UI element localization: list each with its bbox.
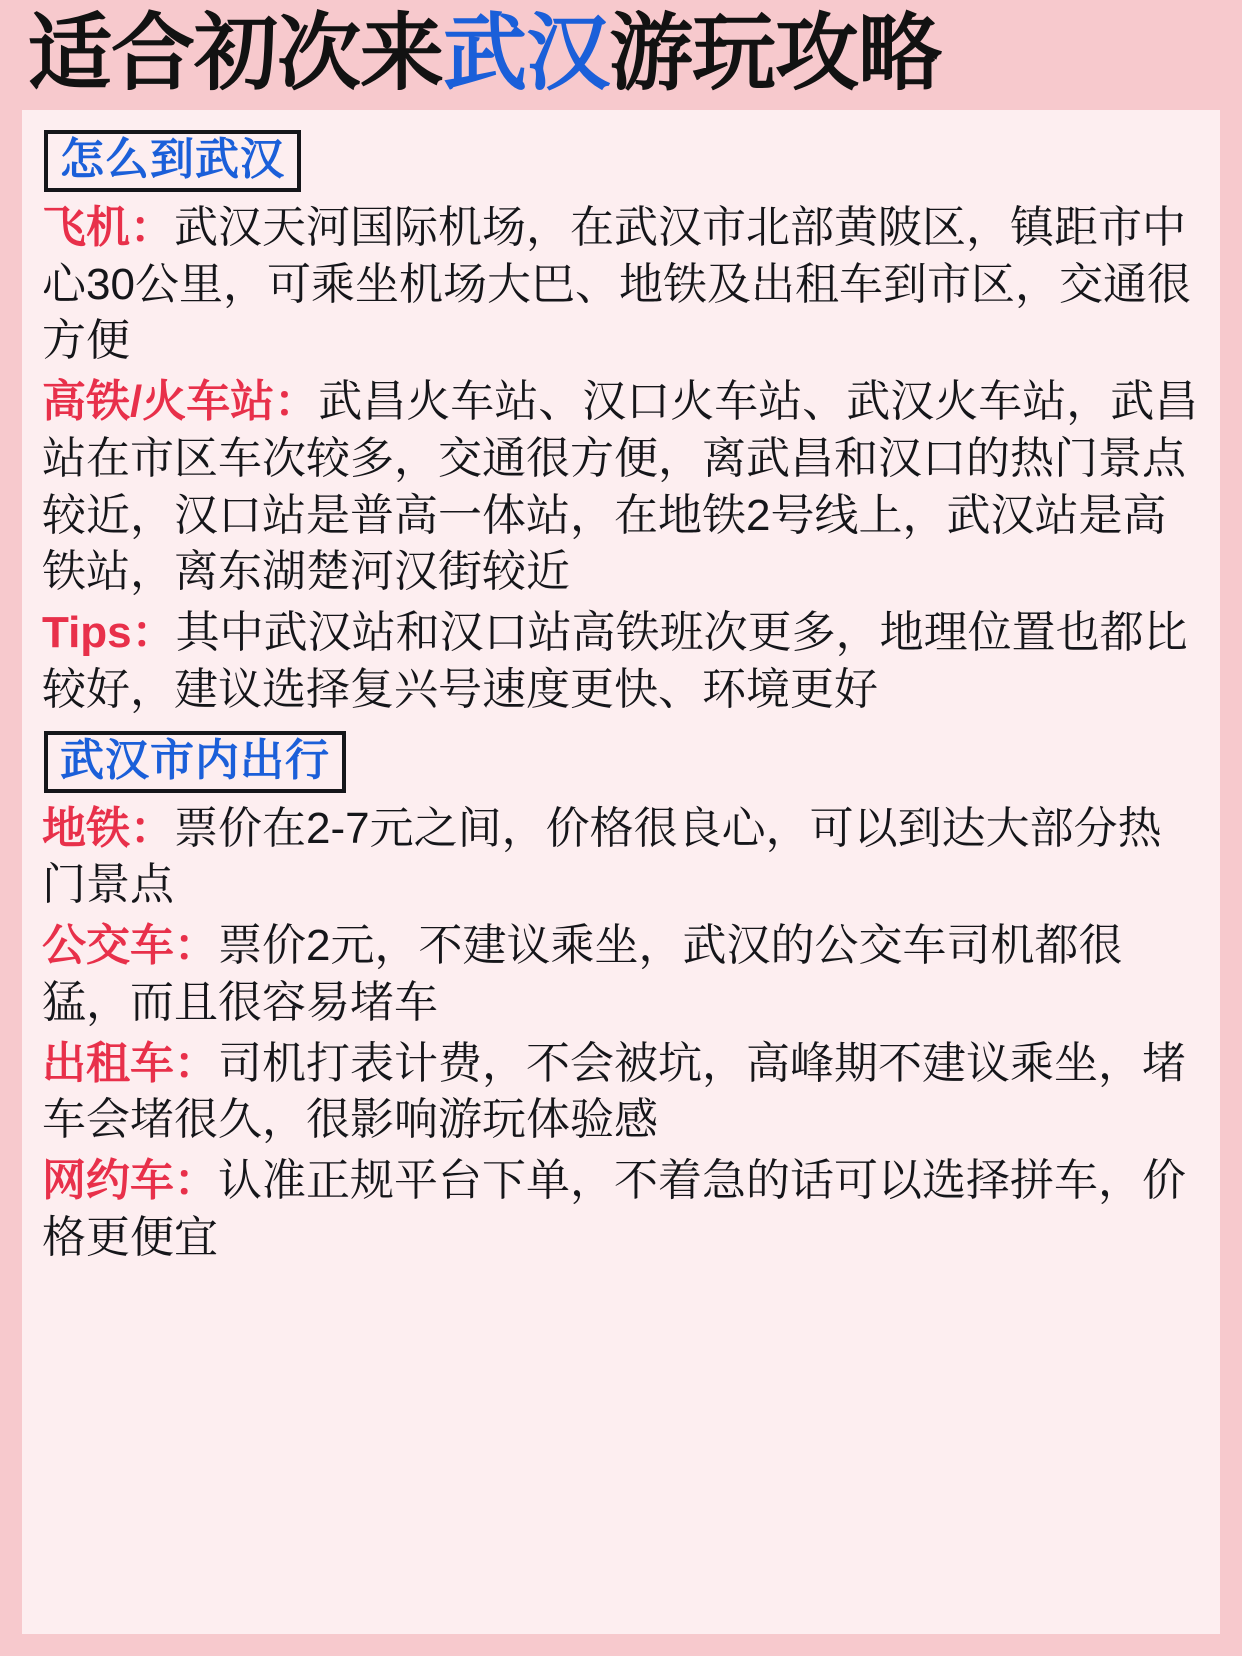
title-text-before: 适合初次来 [28,6,444,100]
title-text-after: 游玩攻略 [609,6,942,100]
list-item [42,1153,1200,1267]
item-text: 认准正规平台下单，不着急的话可以选择拼车，价格更便宜 [42,1156,1186,1262]
content-card [22,110,1220,1634]
item-text: 票价在2-7元之间，价格很良心，可以到达大部分热门景点 [42,803,1162,910]
title-text-highlight: 武汉 [443,6,610,100]
list-item [42,801,1200,915]
item-text: 司机打表计费，不会被坑，高峰期不建议乘坐，堵车会堵很久，很影响游玩体验感 [42,1038,1186,1145]
section-heading-city-transport [44,731,346,793]
item-label: 网约车： [42,1156,218,1205]
title-bar [0,0,1242,106]
item-label: 高铁/火车站： [42,377,319,426]
list-item [42,1036,1200,1150]
page-title [28,6,1224,102]
section-heading-label: 武汉市内出行 [60,735,330,785]
item-label: 公交车： [42,921,218,970]
section-heading-label: 怎么到武汉 [60,134,285,184]
item-label: 地铁： [42,803,174,853]
list-item [42,374,1200,601]
section-heading-travel-to-wuhan [44,130,301,192]
item-label: 飞机： [42,202,174,252]
item-text: 其中武汉站和汉口站高铁班次更多，地理位置也都比较好，建议选择复兴号速度更快、环境更好 [42,608,1188,714]
list-item [42,200,1200,370]
item-label: Tips： [42,608,176,657]
item-text: 武汉天河国际机场，在武汉市北部黄陂区，镇距市中心30公里，可乘坐机场大巴、地铁及出租车到市区，交通很方便 [42,202,1191,366]
item-text: 武昌火车站、汉口火车站、武汉火车站，武昌站在市区车次较多，交通很方便，离武昌和汉口的热门景点较近，汉口站是普高一体站，在地铁2号线上，武汉站是高铁站，离东湖楚河汉街较近 [42,377,1199,597]
item-label: 出租车： [42,1038,218,1088]
list-item [42,605,1200,719]
list-item [42,918,1200,1032]
item-text: 票价2元，不建议乘坐，武汉的公交车司机都很猛，而且很容易堵车 [42,921,1123,1027]
